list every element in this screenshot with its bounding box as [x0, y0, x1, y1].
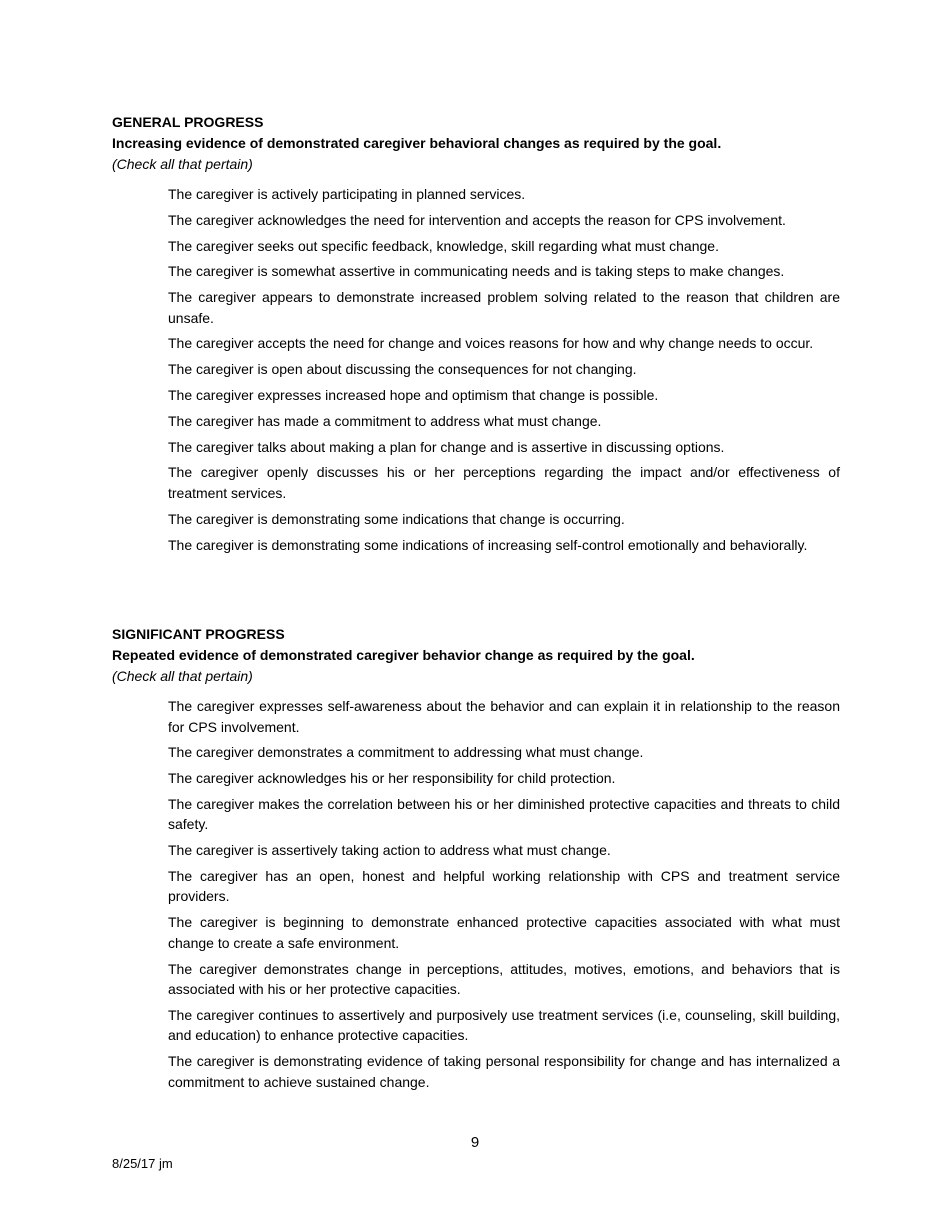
list-item: The caregiver is demonstrating evidence of taking personal responsibility for change and has internalized a commitment to achieve sustained change. [168, 1053, 840, 1090]
list-item: The caregiver is beginning to demonstrate enhanced protective capacities associated with what must change to create a safe environment. [168, 914, 840, 951]
section-note: (Check all that pertain) [112, 156, 253, 172]
section-title: GENERAL PROGRESS [112, 114, 264, 130]
list-item: The caregiver has made a commitment to address what must change. [168, 412, 602, 429]
section-title: SIGNIFICANT PROGRESS [112, 626, 285, 642]
list-item: The caregiver seeks out specific feedback, knowledge, skill regarding what must change. [168, 237, 719, 254]
list-item: The caregiver makes the correlation between his or her diminished protective capacities and threats to child safety. [168, 795, 840, 833]
general-progress-list [112, 184, 840, 555]
list-item: The caregiver acknowledges his or her responsibility for child protection. [168, 770, 616, 787]
list-item: The caregiver openly discusses his or her perceptions regarding the impact and/or effectiveness of treatment services. [168, 464, 840, 501]
significant-progress-section [112, 625, 840, 1097]
significant-progress-list [112, 696, 840, 1092]
list-item: The caregiver is demonstrating some indications that change is occurring. [168, 510, 625, 527]
list-item: The caregiver expresses self-awareness about the behavior and can explain it in relationship to the reason for CPS involvement. [168, 698, 840, 735]
list-item: The caregiver continues to assertively and purposively use treatment services (i.e, counseling, skill building, and education) to enhance protective capacities. [168, 1006, 840, 1044]
list-item: The caregiver expresses increased hope and optimism that change is possible. [168, 387, 659, 404]
section-subtitle: Increasing evidence of demonstrated caregiver behavioral changes as required by the goal. [112, 135, 722, 151]
list-item: The caregiver is somewhat assertive in communicating needs and is taking steps to make changes. [168, 263, 785, 280]
list-item: The caregiver accepts the need for change and voices reasons for how and why change needs to occur. [168, 335, 814, 352]
section-note: (Check all that pertain) [112, 668, 253, 684]
general-progress-section [112, 113, 840, 560]
list-item: The caregiver appears to demonstrate increased problem solving related to the reason that children are unsafe. [168, 289, 840, 326]
list-item: The caregiver has an open, honest and helpful working relationship with CPS and treatment service providers. [168, 867, 840, 905]
footer-date: 8/25/17 jm [112, 1156, 173, 1171]
list-item: The caregiver demonstrates change in perceptions, attitudes, motives, emotions, and behaviors that is associated with his or her protective capacities. [168, 960, 840, 998]
list-item: The caregiver is open about discussing the consequences for not changing. [168, 361, 637, 378]
list-item: The caregiver is assertively taking action to address what must change. [168, 842, 611, 859]
list-item: The caregiver talks about making a plan for change and is assertive in discussing options. [168, 438, 725, 455]
section-subtitle: Repeated evidence of demonstrated caregiver behavior change as required by the goal. [112, 647, 695, 663]
page-number: 9 [470, 1134, 480, 1151]
list-item: The caregiver is demonstrating some indications of increasing self-control emotionally and behaviorally. [168, 536, 808, 553]
list-item: The caregiver is actively participating in planned services. [168, 186, 526, 202]
list-item: The caregiver demonstrates a commitment to addressing what must change. [168, 744, 644, 761]
list-item: The caregiver acknowledges the need for intervention and accepts the reason for CPS involvement. [168, 211, 786, 228]
